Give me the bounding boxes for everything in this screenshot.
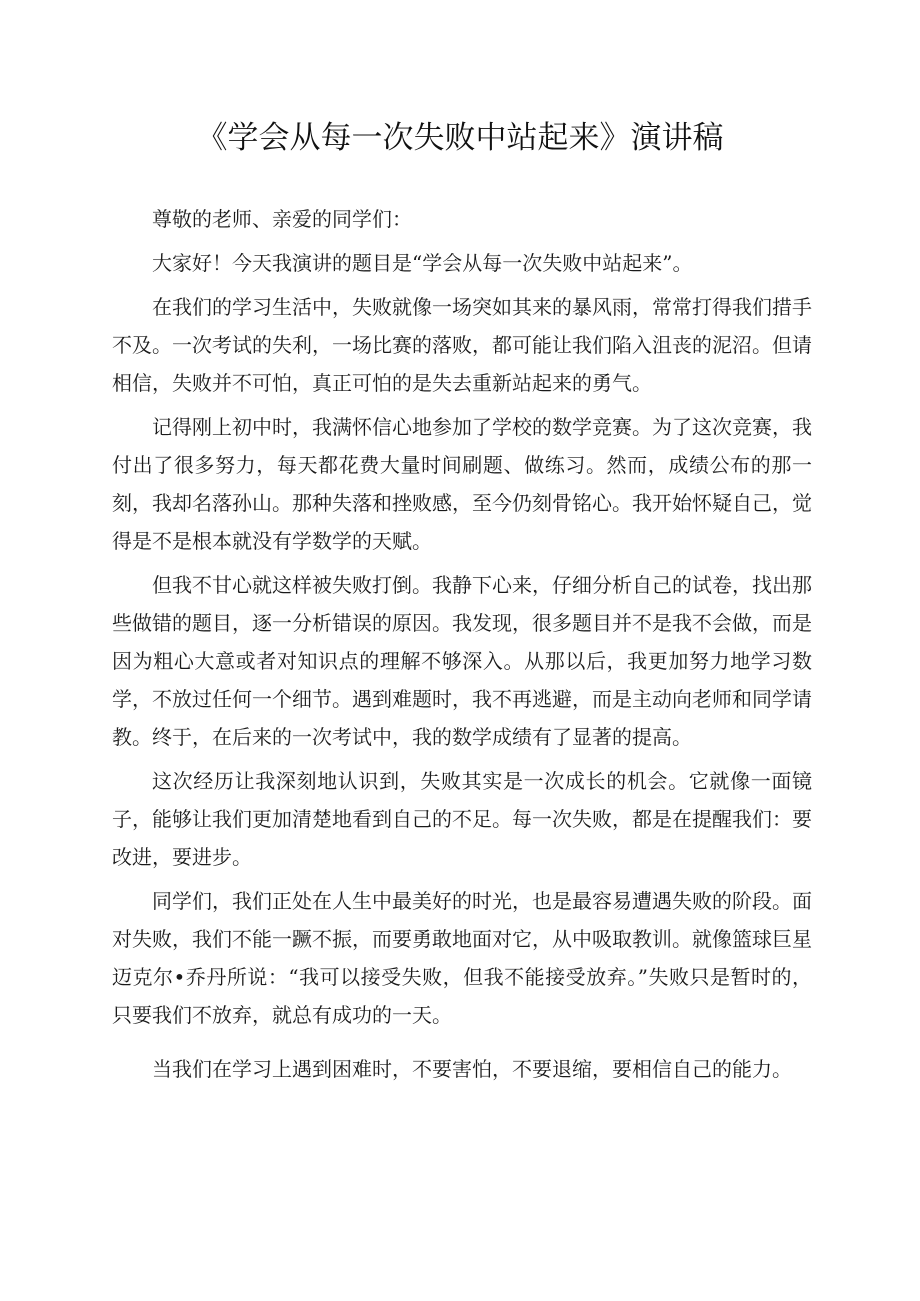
document-body: [112, 200, 812, 1094]
body-paragraph: 当我们在学习上遇到困难时，不要害怕，不要退缩，要相信自己的能力。: [152, 1057, 792, 1081]
body-paragraph: 这次经历让我深刻地认识到，失败其实是一次成长的机会。它就像一面镜子，能够让我们更加清楚地看到自己的不足。每一次失败，都是在提醒我们：要改进，要进步。: [112, 769, 812, 869]
body-paragraph: 在我们的学习生活中，失败就像一场突如其来的暴风雨，常常打得我们措手不及。一次考试的失利，一场比赛的落败，都可能让我们陷入沮丧的泥沼。但请相信，失败并不可怕，真正可怕的是失去重新站起来的勇气。: [112, 295, 812, 395]
body-paragraph: 但我不甘心就这样被失败打倒。我静下心来，仔细分析自己的试卷，找出那些做错的题目，逐一分析错误的原因。我发现，很多题目并不是我不会做，而是因为粗心大意或者对知识点的理解不够深入。从那以后，我更加努力地学习数学，不放过任何一个细节。遇到难题时，我不再逃避，而是主动向老师和同学请教。终于，在后来的一次考试中，我的数学成绩有了显著的提高。: [112, 573, 812, 749]
body-paragraph: 同学们，我们正处在人生中最美好的时光，也是最容易遭遇失败的阶段。面对失败，我们不能一蹶不振，而要勇敢地面对它，从中吸取教训。就像篮球巨星迈克尔•乔丹所说：“我可以接受失败，但我不能接受放弃。”失败只是暂时的，只要我们不放弃，就总有成功的一天。: [112, 889, 812, 1027]
document-title: 《学会从每一次失败中站起来》演讲稿: [196, 120, 724, 156]
greeting-paragraph: 大家好！今天我演讲的题目是“学会从每一次失败中站起来”。: [152, 251, 693, 275]
salutation-paragraph: 尊敬的老师、亲爱的同学们：: [152, 207, 412, 231]
body-paragraph: 记得刚上初中时，我满怀信心地参加了学校的数学竞赛。为了这次竞赛，我付出了很多努力，每天都花费大量时间刷题、做练习。然而，成绩公布的那一刻，我却名落孙山。那种失落和挫败感，至今仍刻骨铭心。我开始怀疑自己，觉得是不是根本就没有学数学的天赋。: [112, 415, 812, 553]
